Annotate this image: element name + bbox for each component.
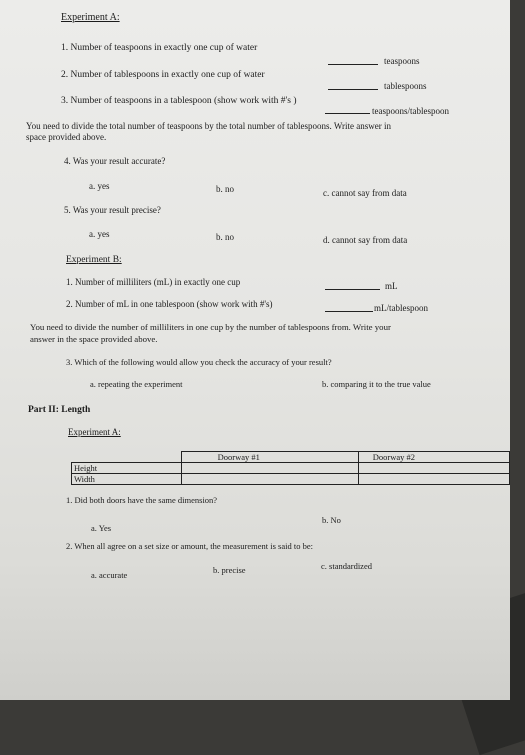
expB-q1: 1. Number of milliliters (mL) in exactly one cup (66, 277, 241, 287)
expB-q2-unit: mL/tablespoon (374, 303, 428, 313)
expA-q2-unit: tablespoons (384, 81, 427, 91)
part2-q2: 2. When all agree on a set size or amount, the measurement is said to be: (66, 541, 313, 551)
expA-q4-option-c[interactable]: c. cannot say from data (323, 188, 407, 198)
expB-q1-answer-line[interactable] (325, 289, 380, 290)
expA-q1-answer-line[interactable] (328, 64, 378, 65)
expA-q2: 2. Number of tablespoons in exactly one cup of water (61, 70, 265, 80)
expB-q3-option-b[interactable]: b. comparing it to the true value (322, 379, 431, 389)
height-doorway1-cell[interactable] (181, 463, 358, 474)
expA-q3-answer-line[interactable] (325, 113, 370, 114)
part2-q2-option-b[interactable]: b. precise (213, 565, 246, 575)
expA-q4-option-b[interactable]: b. no (216, 184, 234, 194)
expB-q2-answer-line[interactable] (325, 311, 373, 312)
expA-heading: Experiment A: (61, 12, 120, 23)
expA-q1-unit: teaspoons (384, 56, 420, 66)
part2-expA-heading: Experiment A: (68, 427, 121, 437)
height-doorway2-cell[interactable] (358, 463, 509, 474)
width-doorway1-cell[interactable] (181, 474, 358, 485)
table-header-doorway1: Doorway #1 (181, 452, 358, 463)
expA-q1: 1. Number of teaspoons in exactly one cup of water (61, 43, 258, 53)
expA-q5-option-a[interactable]: a. yes (89, 229, 110, 239)
expA-q3: 3. Number of teaspoons in a tablespoon (show work with #'s ) (61, 96, 297, 106)
table-row-label-width: Width (72, 474, 182, 485)
expA-q4-option-a[interactable]: a. yes (89, 181, 110, 191)
expB-q2: 2. Number of mL in one tablespoon (show work with #'s) (66, 299, 273, 309)
expB-q3: 3. Which of the following would allow you check the accuracy of your result? (66, 357, 332, 367)
expA-q5-option-d[interactable]: d. cannot say from data (323, 235, 408, 245)
width-doorway2-cell[interactable] (358, 474, 509, 485)
part2-q1-option-b[interactable]: b. No (322, 515, 341, 525)
part2-q2-option-a[interactable]: a. accurate (91, 570, 128, 580)
expA-q3-unit: teaspoons/tablespoon (372, 106, 449, 116)
expA-instruction-line2: space provided above. (26, 132, 107, 142)
expB-heading: Experiment B: (66, 255, 122, 265)
expA-instruction-line1: You need to divide the total number of teaspoons by the total number of tablespoons. Write answer in (26, 121, 391, 131)
doorway-table (71, 451, 510, 485)
expA-q5-option-b[interactable]: b. no (216, 232, 234, 242)
expA-q2-answer-line[interactable] (328, 89, 378, 90)
expB-q3-option-a[interactable]: a. repeating the experiment (90, 379, 183, 389)
part2-heading: Part II: Length (28, 405, 91, 415)
table-corner-cell (72, 452, 182, 463)
part2-q1-option-a[interactable]: a. Yes (91, 523, 112, 533)
expB-instruction-line2: answer in the space provided above. (30, 334, 158, 344)
part2-q2-option-c[interactable]: c. standardized (321, 561, 372, 571)
table-row-label-height: Height (72, 463, 182, 474)
table-row (72, 463, 510, 474)
table-row (72, 452, 510, 463)
part2-q1: 1. Did both doors have the same dimension? (66, 495, 218, 505)
expB-q1-unit: mL (385, 281, 398, 291)
table-row (72, 474, 510, 485)
table-header-doorway2: Doorway #2 (358, 452, 509, 463)
expA-q5: 5. Was your result precise? (64, 205, 161, 215)
expB-instruction-line1: You need to divide the number of milliliters in one cup by the number of tablespoons from. Write your (30, 322, 391, 332)
expA-q4: 4. Was your result accurate? (64, 156, 166, 166)
